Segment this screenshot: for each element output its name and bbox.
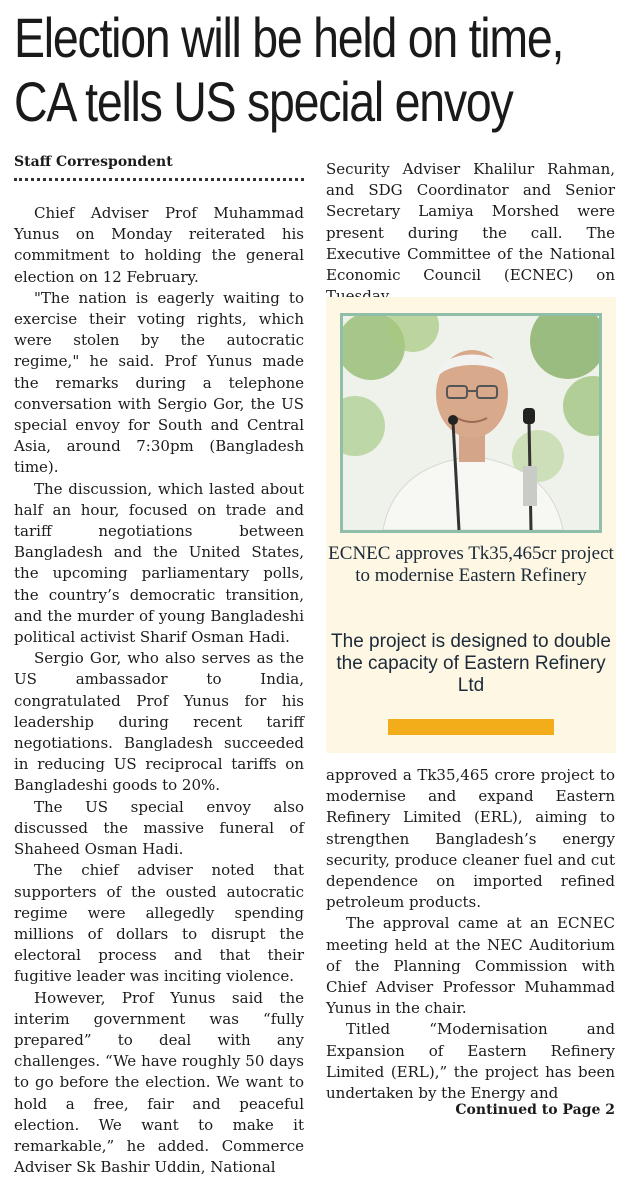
paragraph: The chief adviser noted that supporters of the ousted autocratic regime were allegedly spending millions of dollars to disrupt the electoral process and that their fugitive leader was inciting violence. bbox=[14, 861, 304, 986]
dotted-divider bbox=[14, 178, 304, 181]
paragraph: approved a Tk35,465 crore project to modernise and expand Eastern Refinery Limited (ERL), aiming to strengthen Bangladesh’s energy security, produce cleaner fuel and cut dependence on imported refined petroleum products. bbox=[326, 766, 615, 912]
article-column-1 bbox=[14, 203, 304, 1178]
paragraph: Titled “Modernisation and Expansion of Eastern Refinery Limited (ERL),” the project has been undertaken by the Energy and bbox=[326, 1020, 615, 1103]
paragraph: The approval came at an ECNEC meeting held at the NEC Auditorium of the Planning Commission with Chief Adviser Professor Muhammad Yunus in the chair. bbox=[326, 914, 615, 1018]
promo-accent-bar bbox=[388, 719, 554, 735]
article-column-2-bottom bbox=[326, 765, 615, 1104]
paragraph: "The nation is eagerly waiting to exercise their voting rights, which were stolen by the autocratic regime," he said. Prof Yunus made the remarks during a telephone conversation with Sergio Gor, the US special envoy for South and Central Asia, around 7:30pm (Bangladesh time). bbox=[14, 288, 304, 477]
paragraph: However, Prof Yunus said the interim government was “fully prepared” to deal with any challenges. “We have roughly 50 days to go before the election. We want to hold a free, fair and peaceful election. We want to make it remarkable,” he added. Commerce Adviser Sk Bashir Uddin, National bbox=[14, 988, 304, 1177]
related-story-promo[interactable] bbox=[326, 297, 616, 753]
promo-subtitle: The project is designed to double the capacity of Eastern Refinery Ltd bbox=[331, 631, 611, 696]
headline bbox=[14, 6, 564, 134]
byline: Staff Correspondent bbox=[14, 154, 173, 170]
paragraph: Security Adviser Khalilur Rahman, and SDG Coordinator and Senior Secretary Lamiya Morshed were present during the call. The Executive Committee of the National Economic Council (ECNEC) on bbox=[326, 160, 615, 285]
headline-line-1: Election will be held on time, bbox=[14, 6, 564, 69]
portrait-photo-icon bbox=[340, 313, 602, 533]
headline-line-2: CA tells US special envoy bbox=[14, 70, 513, 133]
paragraph: Sergio Gor, who also serves as the US ambassador to India, congratulated Prof Yunus for his leadership during recent tariff negotiations. Bangladesh succeeded in reducing US reciprocal tariffs on Bangladeshi goods to 20%. bbox=[14, 649, 304, 795]
article-column-2-top bbox=[326, 159, 615, 307]
paragraph: The US special envoy also discussed the massive funeral of Shaheed Osman Hadi. bbox=[14, 797, 304, 859]
paragraph: The discussion, which lasted about half an hour, focused on trade and tariff negotiations between Bangladesh and the United States, the upcoming parliamentary polls, the country’s democratic transition, and the murder of young Bangladeshi political activist Sharif Osman Hadi. bbox=[14, 479, 304, 647]
continued-link[interactable]: Continued to Page 2 bbox=[455, 1102, 615, 1118]
promo-title: ECNEC approves Tk35,465cr project to modernise Eastern Refinery bbox=[328, 543, 614, 586]
paragraph: Chief Adviser Prof Muhammad Yunus on Monday reiterated his commitment to holding the general election on 12 February. bbox=[14, 204, 304, 286]
